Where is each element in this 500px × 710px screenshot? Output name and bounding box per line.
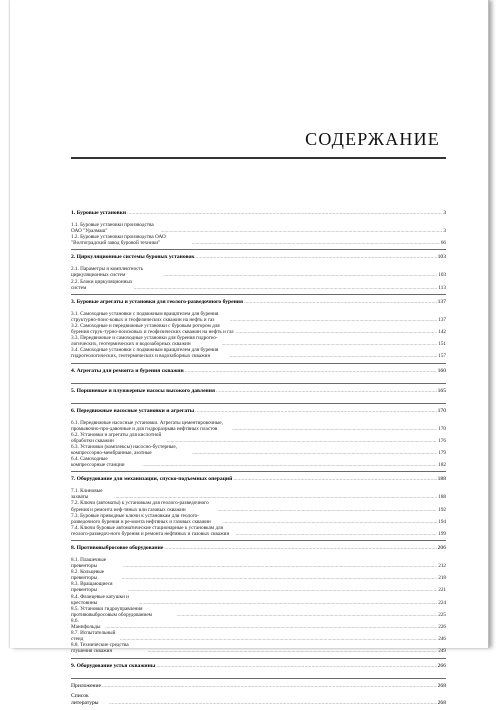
toc-heading-text: 6. Передвижные насосные установки и агрегаты bbox=[71, 407, 195, 414]
toc-page-number: 212 bbox=[438, 563, 446, 570]
toc-entry-text: 8.4. Фланцевые катушки и крестовины bbox=[71, 593, 129, 606]
dot-leader bbox=[216, 388, 437, 395]
toc-page-number: 3 bbox=[443, 210, 446, 216]
toc-entry[interactable] bbox=[71, 569, 446, 581]
toc-entry-text: 7.4. Ключи буровые автоматические стационарные к установкам для геолого-разведоч-ного бурения и ремонта нефтяных и газовых скважин bbox=[71, 524, 230, 537]
toc-entry-text: 1.1. Буровые установки производства ОАО "Уралмаш" bbox=[71, 222, 154, 235]
toc-section bbox=[71, 388, 446, 404]
page-title: СОДЕРЖАНИЕ bbox=[305, 129, 440, 149]
toc-entry[interactable] bbox=[71, 606, 446, 618]
toc-entry-text: 6.1. Передвижные насосные установки. Агрегаты цементировочные, промывочно-про-давочные и для гидроразрыва нефтяных пластов bbox=[71, 419, 223, 432]
dot-leader bbox=[134, 285, 438, 291]
dot-leader bbox=[105, 624, 437, 630]
toc-entry[interactable] bbox=[71, 266, 446, 278]
dot-leader bbox=[196, 254, 437, 261]
toc-page-number: 268 bbox=[437, 699, 446, 706]
toc-entry-text: 8.7. Испытательный стенд bbox=[71, 630, 116, 643]
toc-entry[interactable] bbox=[71, 630, 446, 642]
toc-page-number: 199 bbox=[438, 530, 446, 537]
toc-entry[interactable] bbox=[71, 279, 446, 291]
toc-heading-text: 1. Буровые установки bbox=[71, 210, 127, 216]
toc-page-number: 103 bbox=[437, 254, 446, 261]
toc-page-number: 249 bbox=[438, 648, 446, 655]
toc-entry-text: 6.2. Установки и агрегаты для кислотной обработки скважин bbox=[71, 431, 162, 444]
dot-leader bbox=[192, 450, 437, 456]
dot-leader bbox=[185, 368, 437, 375]
toc-heading[interactable] bbox=[71, 545, 446, 552]
dot-leader bbox=[127, 210, 442, 217]
toc-entry[interactable] bbox=[71, 234, 446, 246]
toc-entry-text: 3.2. Самоходные и передвижные установки с буровым ротором для бурения струк-турно-поисковых и геофизических скважин на нефть и газ bbox=[71, 322, 234, 336]
toc-appendix-entry[interactable] bbox=[71, 683, 446, 690]
toc-entry[interactable] bbox=[71, 581, 446, 593]
toc-section bbox=[71, 254, 446, 294]
toc-entry[interactable] bbox=[71, 488, 446, 500]
dot-leader bbox=[148, 648, 438, 654]
toc-entry[interactable] bbox=[71, 594, 446, 606]
toc-page-number: 192 bbox=[438, 506, 446, 513]
dot-leader bbox=[123, 563, 437, 569]
toc-entry[interactable] bbox=[71, 513, 446, 525]
toc-entry-text: 3.4. Самоходные установки с подвижным вращателем для бурения гидрогеологических, геотермических и водозаборных скважин bbox=[71, 347, 219, 360]
toc-page-number: 157 bbox=[438, 353, 446, 360]
toc-entry-text: 3.3. Передвижные и самоходные установки для бурения гидрогео-логических, геотермических и водозаборных скважин bbox=[71, 335, 218, 348]
toc-page-number: 268 bbox=[437, 682, 446, 689]
toc-page-number: 165 bbox=[437, 387, 446, 394]
toc-page-number: 142 bbox=[438, 329, 446, 336]
dot-leader bbox=[138, 600, 437, 606]
dot-leader bbox=[102, 683, 437, 690]
toc-entry-text: 8.5. Установки гидроуправления противовыбросовым оборудованием bbox=[71, 605, 152, 618]
title-rule bbox=[71, 157, 446, 159]
toc-heading-text: 2. Циркуляционные системы буровых установок bbox=[71, 254, 195, 261]
toc-entry-text: 2.2. Блоки циркуляционных систем bbox=[71, 278, 133, 291]
toc-heading[interactable] bbox=[71, 368, 446, 375]
toc-page-number: 194 bbox=[438, 518, 446, 525]
toc-page-number: 170 bbox=[438, 425, 446, 432]
dot-leader bbox=[233, 476, 436, 483]
toc-section bbox=[71, 663, 446, 679]
toc-entry-text: 8.3. Вращающиеся превенторы bbox=[71, 581, 113, 594]
toc-page-number: 3 bbox=[443, 228, 446, 235]
toc-entry[interactable] bbox=[71, 323, 446, 335]
dot-leader bbox=[176, 612, 437, 618]
toc-entry-text: 6.3. Установки (комплексы) насосно-бустерные, компрессорно-мембранные, азотные bbox=[71, 443, 177, 456]
toc-heading-text: 4. Агрегаты для ремонта и бурения скважин bbox=[71, 367, 184, 374]
dot-leader bbox=[222, 341, 438, 347]
toc-entry-text: 8.1. Плашечные превенторы bbox=[71, 557, 107, 570]
toc-page-number: 188 bbox=[438, 494, 446, 501]
toc-page-number: 224 bbox=[438, 599, 446, 606]
toc-heading-text: 5. Поршневые и плунжерные насосы высокого давления bbox=[71, 387, 216, 394]
toc-page-number: 176 bbox=[438, 437, 446, 444]
toc-entry[interactable] bbox=[71, 444, 446, 456]
toc-page-number: 179 bbox=[438, 449, 446, 456]
toc-entry[interactable] bbox=[71, 335, 446, 347]
toc-page-number: 182 bbox=[438, 462, 446, 469]
dot-leader bbox=[164, 545, 436, 552]
toc-section bbox=[71, 476, 446, 541]
toc-entry[interactable] bbox=[71, 525, 446, 537]
toc-entry-text: 7.1. Клиновые захваты bbox=[71, 488, 103, 501]
toc-entry-text: 1.2. Буровые установки производства ОАО "Волгоградский завод буровой техники" bbox=[71, 234, 166, 247]
toc-heading[interactable] bbox=[71, 254, 446, 261]
toc-section bbox=[71, 299, 446, 364]
toc-entry-text: 8.6. Манифольды bbox=[71, 617, 101, 631]
toc-page-number: 160 bbox=[437, 367, 446, 374]
dot-leader bbox=[142, 462, 437, 468]
toc-section bbox=[71, 545, 446, 659]
toc-entry-text: 7.2. Ключи (автоматы) к установкам для геолого-разведочного бурения и ремонта неф-тяных или газовых скважин bbox=[71, 500, 209, 513]
toc-heading-text: 9. Оборудование устья скважины bbox=[71, 662, 156, 669]
toc-heading[interactable] bbox=[71, 210, 446, 217]
toc-entry-text: 3.1. Самоходные установки с подвижным вращателем для бурения структурно-поис-ковых и геофизических скважин на нефть и газ bbox=[71, 310, 219, 323]
toc-heading[interactable] bbox=[71, 663, 446, 670]
toc-entry-text: 7.3. Буровые приводные ключи к установкам для геолого-разведочного бурения и ре-монта нефтяных и газовых скважин bbox=[71, 512, 211, 525]
toc-appendix-entry[interactable] bbox=[71, 693, 446, 707]
dot-leader bbox=[109, 700, 437, 707]
dot-leader bbox=[236, 531, 438, 537]
toc-entry-text: 8.8. Технические средства глушения скважин bbox=[71, 642, 129, 655]
toc-entry[interactable] bbox=[71, 500, 446, 512]
toc-heading-text: 7. Оборудование для механизации, спуско-подъемных операций bbox=[71, 476, 233, 483]
toc-appendix-text: Приложение bbox=[71, 682, 102, 689]
toc-page-number: 226 bbox=[438, 624, 446, 631]
dot-leader bbox=[122, 575, 438, 581]
book-page bbox=[10, 0, 489, 706]
toc-entry-text: 2.1. Параметры и комплектность циркуляционных систем bbox=[71, 266, 144, 279]
toc-heading[interactable] bbox=[71, 299, 446, 306]
toc-heading[interactable] bbox=[71, 388, 446, 395]
toc-entry[interactable] bbox=[71, 456, 446, 468]
toc-page-number: 188 bbox=[437, 476, 446, 483]
dot-leader bbox=[230, 317, 437, 323]
toc-entry[interactable] bbox=[71, 642, 446, 654]
toc-page-number: 113 bbox=[438, 284, 446, 291]
dot-leader bbox=[156, 663, 436, 670]
toc-heading[interactable] bbox=[71, 408, 446, 415]
toc-heading-text: 3. Буровые агрегаты и установки для геолого-разведочного бурения bbox=[71, 298, 244, 305]
toc-entry[interactable] bbox=[71, 432, 446, 444]
toc-page-number: 137 bbox=[437, 298, 446, 305]
toc-entry-text: 6.4. Самоходные компрессорные станции bbox=[71, 456, 125, 469]
dot-leader bbox=[192, 240, 440, 246]
dot-leader bbox=[244, 299, 437, 306]
toc-page-number: 266 bbox=[437, 662, 446, 669]
toc-heading[interactable] bbox=[71, 476, 446, 483]
toc-page-number: 218 bbox=[438, 575, 446, 582]
toc-entry[interactable] bbox=[71, 222, 446, 234]
dot-leader bbox=[217, 507, 437, 513]
toc-entry[interactable] bbox=[71, 311, 446, 323]
dot-leader bbox=[222, 519, 437, 525]
toc-section bbox=[71, 210, 446, 250]
table-of-contents bbox=[71, 210, 446, 710]
toc-page-number: 137 bbox=[438, 316, 446, 323]
toc-section bbox=[71, 408, 446, 473]
toc-heading-text: 8. Противовыбросовое оборудование bbox=[71, 545, 164, 551]
toc-appendix-text: Список литературы bbox=[71, 692, 99, 706]
toc-entry[interactable] bbox=[71, 420, 446, 432]
dot-leader bbox=[163, 272, 437, 278]
toc-page-number: 170 bbox=[437, 407, 446, 414]
toc-page-number: 225 bbox=[438, 611, 446, 618]
toc-page-number: 221 bbox=[438, 587, 446, 594]
dot-leader bbox=[232, 426, 437, 432]
toc-section bbox=[71, 368, 446, 384]
toc-page-number: 151 bbox=[438, 341, 446, 348]
dot-leader bbox=[161, 228, 443, 234]
dot-leader bbox=[229, 353, 438, 359]
toc-page-number: 206 bbox=[437, 545, 446, 551]
toc-entry-text: 8.2. Кольцевые превенторы bbox=[71, 569, 105, 582]
toc-page-number: 103 bbox=[438, 272, 446, 279]
toc-entry[interactable] bbox=[71, 557, 446, 569]
toc-page-number: 246 bbox=[438, 636, 446, 643]
dot-leader bbox=[167, 438, 438, 444]
toc-entry[interactable] bbox=[71, 618, 446, 630]
dot-leader bbox=[195, 408, 436, 415]
dot-leader bbox=[236, 329, 437, 335]
toc-entry[interactable] bbox=[71, 347, 446, 359]
dot-leader bbox=[128, 587, 438, 593]
dot-leader bbox=[120, 636, 437, 642]
toc-page-number: 66 bbox=[440, 240, 446, 247]
